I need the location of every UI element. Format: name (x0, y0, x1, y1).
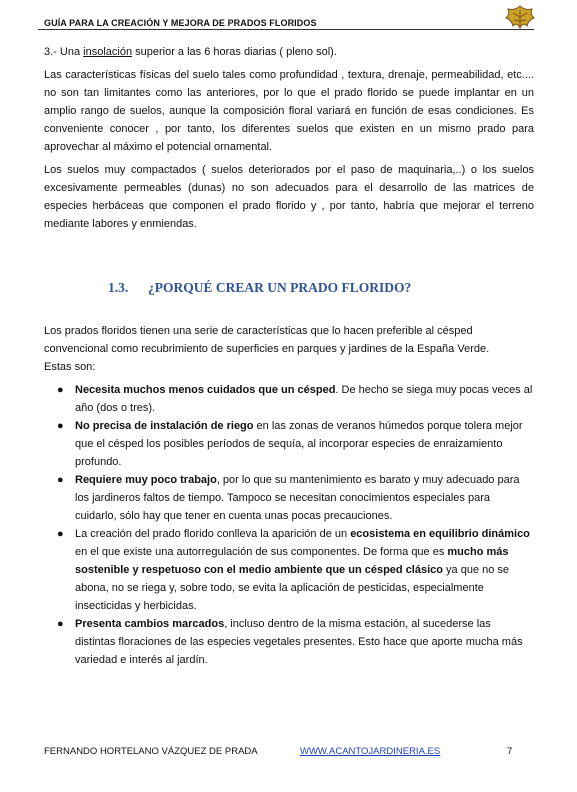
page-number: 7 (507, 746, 513, 757)
insolation-line (44, 43, 534, 61)
list-item (44, 381, 534, 417)
compacted-soils-paragraph: Los suelos muy compactados ( suelos deteriorados por el paso de maquinaria,..) o los suelos excesivamente permeables (dunas) no son adecuados para el desarrollo de las matrices de especies herbáceas que componen el prado florido y , por tanto, habría que mejorar el terreno mediante labores y enmiendas. (44, 164, 534, 230)
intro-paragraph (44, 322, 514, 376)
list-item-bold: mucho más sostenible y respetuoso con el medio ambiente que un césped clásico (75, 546, 509, 576)
list-item (44, 471, 534, 525)
leaf-logo-icon (505, 4, 535, 30)
section-heading (108, 280, 411, 296)
header-divider (38, 29, 534, 30)
bullet-icon: ● (57, 384, 64, 396)
body-text (44, 43, 534, 233)
list-item-bold: Necesita muchos menos cuidados que un césped (75, 384, 336, 396)
bullet-icon: ● (57, 420, 64, 432)
list-item-text: . De hecho se siega muy pocas veces al año (dos o tres). (75, 384, 533, 414)
footer-website-link[interactable]: WWW.ACANTOJARDINERIA.ES (300, 746, 441, 757)
section-number: 1.3. (108, 280, 129, 295)
benefits-list (44, 381, 534, 669)
list-item-text: en las zonas de veranos húmedos porque tolera mejor que el césped los posibles períodos de sequía, al incorporar especies de enraizamiento profundo. (75, 420, 523, 468)
insolation-term: insolación (83, 46, 133, 58)
list-item-bold: No precisa de instalación de riego (75, 420, 254, 432)
list-item-text: , por lo que su mantenimiento es barato y muy adecuado para los jardineros faltos de tiempo. Tampoco se necesitan conocimientos especiales para cuidarlo, sólo hay que tener en cuenta unas pocas precauciones. (75, 474, 520, 522)
list-item-bold: ecosistema en equilibrio dinámico (350, 528, 530, 540)
bullet-icon: ● (57, 474, 64, 486)
list-item (44, 417, 534, 471)
list-item-text: La creación del prado florido conlleva la aparición de un (75, 528, 351, 540)
bullet-icon: ● (57, 618, 64, 630)
insolation-prefix: 3.- Una (44, 46, 84, 58)
list-item-bold: Presenta cambios marcados (75, 618, 225, 630)
footer-author: FERNANDO HORTELANO VÁZQUEZ DE PRADA (44, 746, 258, 757)
list-item (44, 525, 534, 615)
soil-characteristics-paragraph: Las características físicas del suelo tales como profundidad , textura, drenaje, permeabilidad, etc.... no son tan limitantes como las anteriores, por lo que el prado florido se puede implantar en un amplio rango de suelos, aunque la composición floral variará en función de esas condiciones. Es conveniente conocer , por tanto, los diferentes suelos que existen en un mismo prado para aprovechar al máximo el potencial ornamental. (44, 69, 534, 153)
list-item-text: ya que no se abona, no se riega y, sobre todo, se evita la aplicación de pesticidas, especialmente insecticidas y herbicidas. (75, 564, 510, 612)
bullet-icon: ● (57, 528, 64, 540)
list-item-text: , incluso dentro de la misma estación, al sucederse las distintas floraciones de las especies vegetales presentes. Esto hace que aporte mucha más variedad e interés al jardín. (75, 618, 523, 666)
intro-text: Los prados floridos tienen una serie de características que lo hacen preferible al césped convencional como recubrimiento de superficies en parques y jardines de la España Verde. Estas son: (44, 325, 490, 373)
section-title: ¿PORQUÉ CREAR UN PRADO FLORIDO? (148, 280, 412, 295)
insolation-suffix: superior a las 6 horas diarias ( pleno sol). (132, 46, 337, 58)
list-item-bold: Requiere muy poco trabajo (75, 474, 217, 486)
list-item (44, 615, 534, 669)
list-item-text: en el que existe una autorregulación de sus componentes. De forma que es (75, 546, 448, 558)
document-header-title: GUÍA PARA LA CREACIÓN Y MEJORA DE PRADOS FLORIDOS (44, 18, 317, 28)
